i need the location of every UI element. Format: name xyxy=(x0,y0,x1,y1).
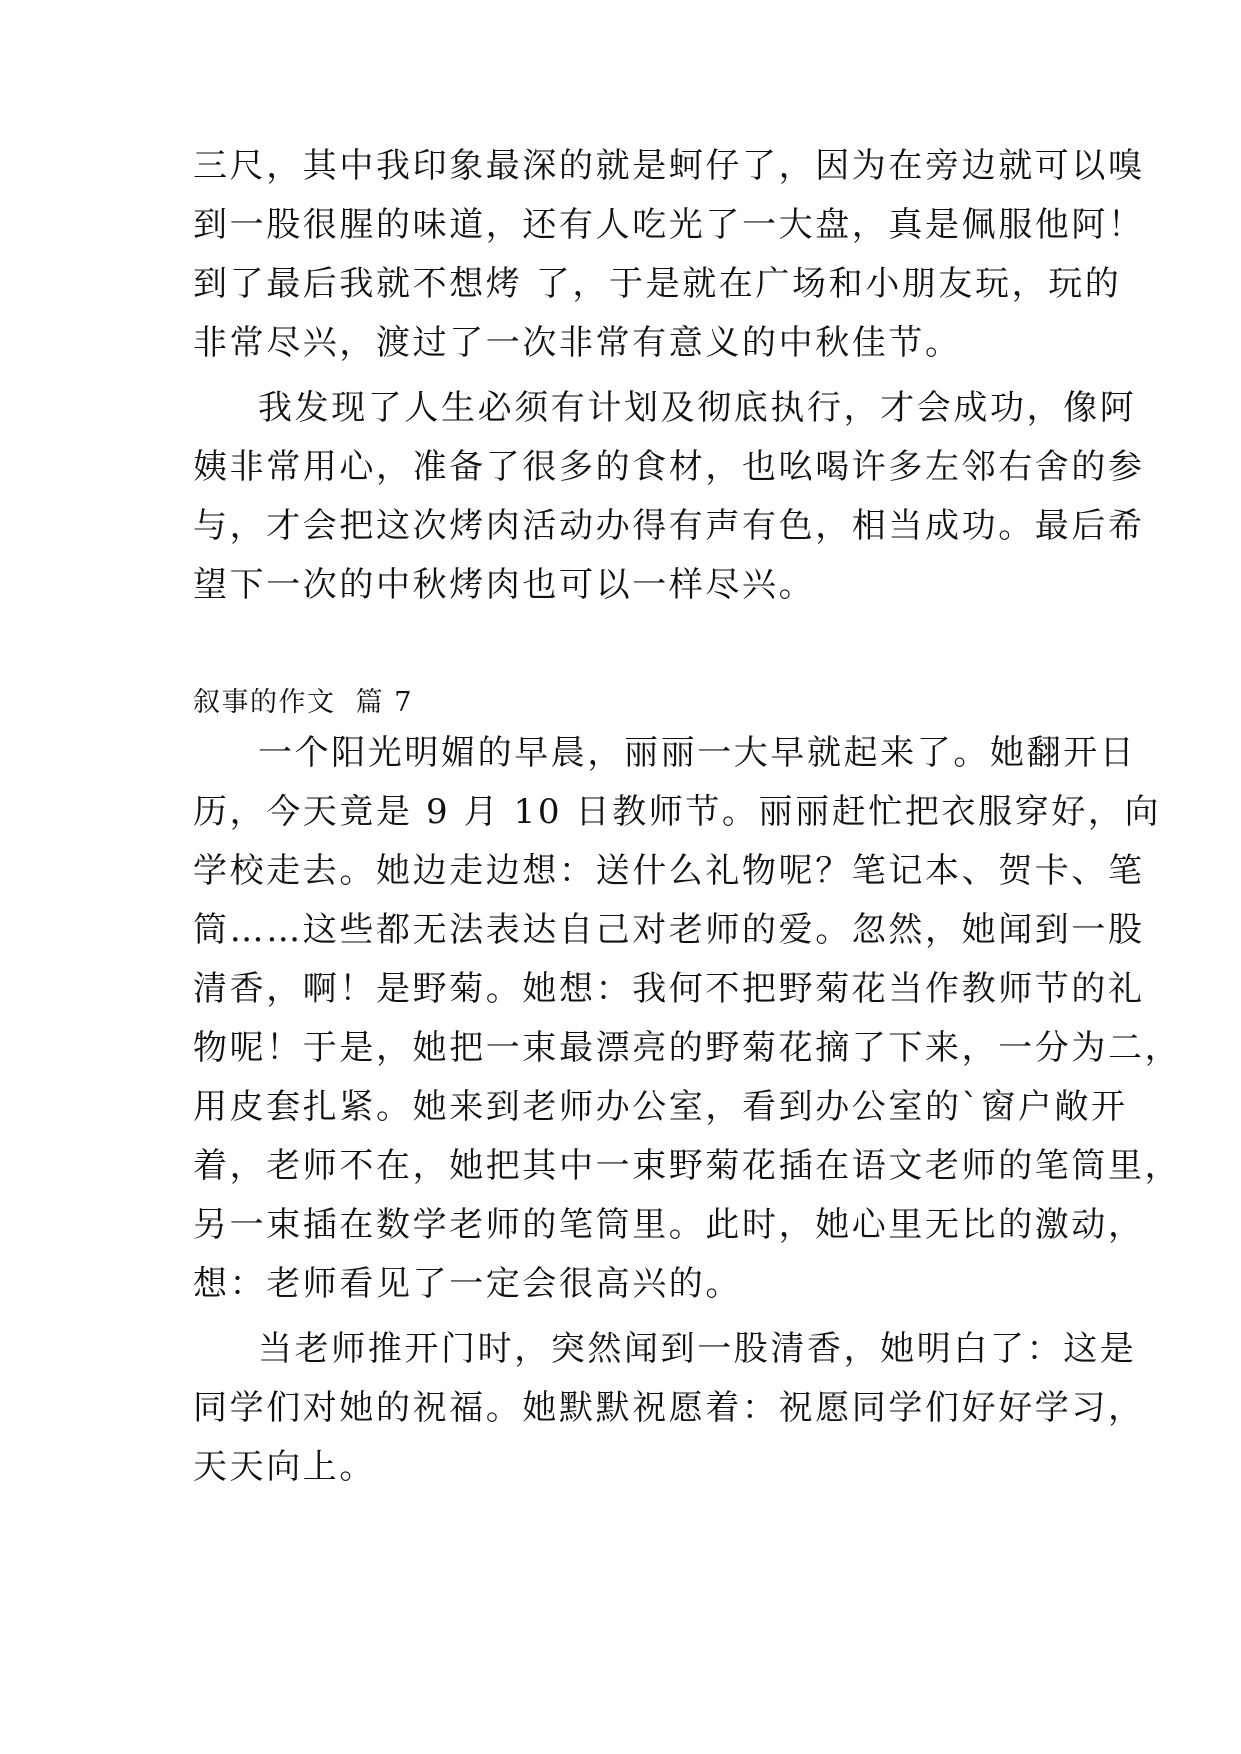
paragraph-line: 用皮套扎紧。她来到老师办公室，看到办公室的`窗户敞开 xyxy=(193,1087,1128,1127)
section-heading: 叙事的作文 篇 7 xyxy=(193,687,413,718)
paragraph-line: 另一束插在数学老师的笔筒里。此时，她心里无比的激动， xyxy=(193,1205,1145,1245)
paragraph-line: 着，老师不在，她把其中一束野菊花插在语文老师的笔筒里， xyxy=(193,1146,1182,1186)
paragraph-line: 非常尽兴，渡过了一次非常有意义的中秋佳节。 xyxy=(193,323,962,363)
paragraph-line: 望下一次的中秋烤肉也可以一样尽兴。 xyxy=(193,565,816,605)
paragraph-line: 筒……这些都无法表达自己对老师的爱。忽然，她闻到一股 xyxy=(193,910,1145,950)
paragraph-line: 三尺，其中我印象最深的就是蚵仔了，因为在旁边就可以嗅 xyxy=(193,146,1145,186)
paragraph-line: 清香，啊！是野菊。她想：我何不把野菊花当作教师节的礼 xyxy=(193,969,1145,1009)
paragraph-line: 物呢！于是，她把一束最漂亮的野菊花摘了下来，一分为二， xyxy=(193,1028,1182,1068)
paragraph-line: 天天向上。 xyxy=(193,1447,376,1487)
paragraph-line: 一个阳光明媚的早晨，丽丽一大早就起来了。她翻开日 xyxy=(258,733,1137,773)
paragraph-line: 学校走去。她边走边想：送什么礼物呢？笔记本、贺卡、笔 xyxy=(193,851,1145,891)
paragraph-line: 姨非常用心，准备了很多的食材，也吆喝许多左邻右舍的参 xyxy=(193,447,1145,487)
paragraph-line: 到一股很腥的味道，还有人吃光了一大盘，真是佩服他阿！ xyxy=(193,205,1145,245)
paragraph-line: 想：老师看见了一定会很高兴的。 xyxy=(193,1264,742,1304)
paragraph-line: 同学们对她的祝福。她默默祝愿着：祝愿同学们好好学习， xyxy=(193,1388,1145,1428)
paragraph-line: 与，才会把这次烤肉活动办得有声有色，相当成功。最后希 xyxy=(193,506,1145,546)
paragraph-line: 到了最后我就不想烤 了，于是就在广场和小朋友玩，玩的 xyxy=(193,264,1122,304)
paragraph-line: 历，今天竟是 9 月 10 日教师节。丽丽赶忙把衣服穿好，向 xyxy=(193,792,1162,832)
paragraph-line: 我发现了人生必须有计划及彻底执行，才会成功，像阿 xyxy=(258,388,1137,428)
paragraph-line: 当老师推开门时，突然闻到一股清香，她明白了：这是 xyxy=(258,1329,1137,1369)
